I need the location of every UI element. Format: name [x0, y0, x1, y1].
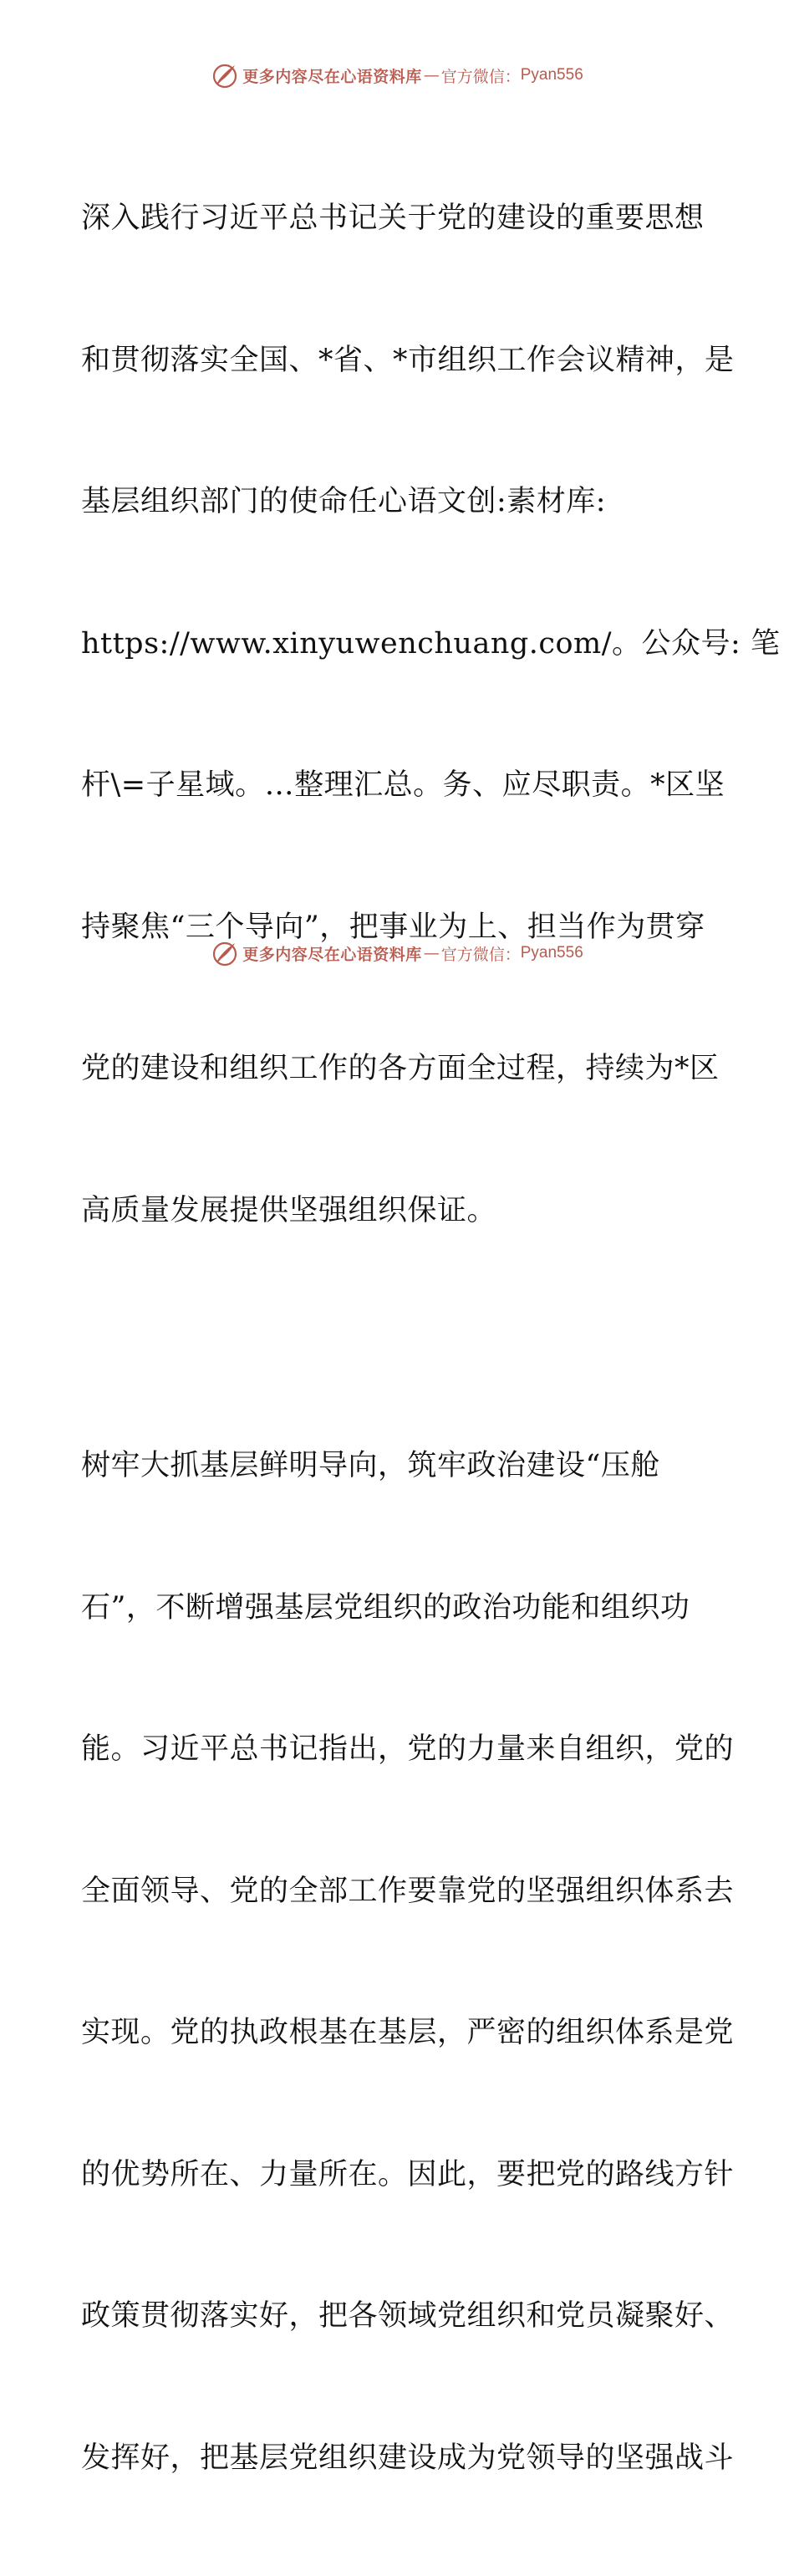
- footer-banner: [0, 936, 794, 970]
- banner-official-label: 官方微信：: [440, 67, 521, 86]
- paragraph-line: 深入践行习近平总书记关于党的建设的重要思想: [81, 201, 705, 235]
- paragraph-line: 发挥好，把基层党组织建设成为党领导的坚强战斗: [81, 2441, 735, 2475]
- header-banner: [0, 59, 794, 92]
- paragraph-line: 高质量发展提供坚强组织保证。: [81, 1193, 497, 1227]
- paragraph-line: 和贯彻落实全国、*省、*市组织工作会议精神，是: [81, 343, 735, 377]
- paragraph-1: [81, 100, 781, 1329]
- paragraph-2: [81, 1348, 735, 2576]
- banner-dash: —: [423, 944, 440, 962]
- paragraph-line: 能。习近平总书记指出，党的力量来自组织，党的: [81, 1732, 735, 1766]
- paragraph-line: 实现。党的执政根基在基层，严密的组织体系是党: [81, 2016, 735, 2049]
- paragraph-line: 全面领导、党的全部工作要靠党的坚强组织体系去: [81, 1874, 735, 1908]
- paragraph-line: 石”，不断增强基层党组织的政治功能和组织功: [81, 1590, 690, 1625]
- banner-wechat-id: Pyan556: [520, 66, 583, 84]
- quill-pen-logo-icon: [211, 61, 239, 89]
- paragraph-line: 杆\=子星域。…整理汇总。务、应尽职责。*区坚: [81, 768, 725, 802]
- banner-main-text: 更多内容尽在心语资料库: [242, 67, 422, 86]
- paragraph-line: 持聚焦“三个导向”，把事业为上、担当作为贯穿: [81, 910, 705, 944]
- banner-dash: —: [423, 66, 440, 84]
- document-body: [81, 100, 781, 2576]
- banner-official-label: 官方微信：: [440, 945, 521, 964]
- paragraph-line: 基层组织部门的使命任心语文创:素材库:: [81, 485, 607, 518]
- paragraph-line: https://www.xinyuwenchuang.com/。公众号: 笔: [81, 626, 781, 661]
- paragraph-line: 树牢大抓基层鲜明导向，筑牢政治建设“压舱: [81, 1449, 660, 1482]
- banner-wechat-id: Pyan556: [520, 944, 583, 962]
- paragraph-line: 政策贯彻落实好，把各领域党组织和党员凝聚好、: [81, 2299, 735, 2333]
- paragraph-line: 党的建设和组织工作的各方面全过程，持续为*区: [81, 1052, 720, 1085]
- paragraph-line: 的优势所在、力量所在。因此，要把党的路线方针: [81, 2157, 735, 2191]
- quill-pen-logo-icon: [211, 939, 239, 967]
- banner-main-text: 更多内容尽在心语资料库: [242, 945, 422, 964]
